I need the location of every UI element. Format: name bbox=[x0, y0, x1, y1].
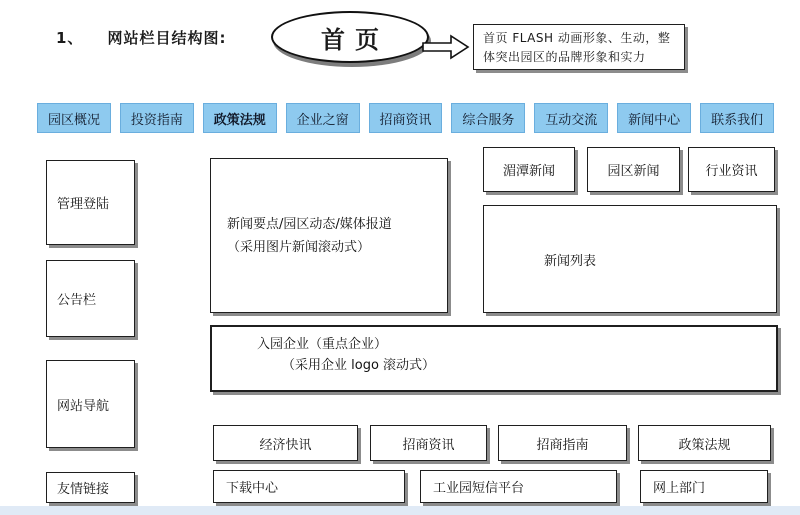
box-download-center bbox=[213, 470, 405, 503]
nav-item-news-center: 新闻中心 bbox=[617, 103, 691, 133]
footer-strip bbox=[0, 506, 800, 515]
box-enterprises bbox=[210, 325, 778, 392]
box-merchants-info-label: 招商资讯 bbox=[402, 437, 455, 453]
home-label: 首页 bbox=[321, 25, 389, 54]
box-merchants-guide-label: 招商指南 bbox=[536, 437, 589, 453]
box-site-nav bbox=[46, 360, 135, 448]
tab-industry-info bbox=[688, 147, 775, 192]
box-policy-law bbox=[638, 425, 771, 461]
right-arrow-icon bbox=[422, 34, 470, 60]
box-online-depts bbox=[640, 470, 768, 503]
box-online-depts-label: 网上部门 bbox=[653, 481, 706, 496]
nav-item-interaction: 互动交流 bbox=[534, 103, 608, 133]
diagram-heading bbox=[56, 27, 226, 48]
flash-note-box bbox=[473, 24, 685, 70]
nav-item-policy: 政策法规 bbox=[203, 103, 277, 133]
nav-item-invest-guide: 投资指南 bbox=[120, 103, 194, 133]
box-site-nav-label: 网站导航 bbox=[57, 398, 110, 414]
box-download-center-label: 下载中心 bbox=[226, 481, 279, 496]
flash-note-line1: 首页 FLASH 动画形象、生动，整 bbox=[483, 31, 671, 45]
box-economic-news bbox=[213, 425, 358, 461]
nav-item-park-overview: 园区概况 bbox=[37, 103, 111, 133]
heading-title: 网站栏目结构图: bbox=[107, 29, 227, 47]
box-merchants-guide bbox=[498, 425, 627, 461]
box-news-highlights bbox=[210, 158, 448, 313]
tab-meitan-news bbox=[483, 147, 575, 192]
heading-number: 1、 bbox=[56, 29, 84, 47]
tab-park-news bbox=[587, 147, 680, 192]
box-admin-login-label: 管理登陆 bbox=[57, 197, 110, 212]
enterprises-line1: 入园企业（重点企业） bbox=[257, 337, 388, 352]
box-friend-links bbox=[46, 472, 135, 503]
nav-item-services: 综合服务 bbox=[451, 103, 525, 133]
news-highlights-line2: （采用图片新闻滚动式） bbox=[227, 239, 371, 255]
box-economic-news-label: 经济快讯 bbox=[259, 437, 312, 453]
news-highlights-line1: 新闻要点/园区动态/媒体报道 bbox=[227, 216, 392, 232]
tab-park-news-label: 园区新闻 bbox=[607, 164, 660, 179]
tab-industry-info-label: 行业资讯 bbox=[705, 164, 758, 179]
nav-item-merchants-info: 招商资讯 bbox=[369, 103, 443, 133]
nav-item-contact: 联系我们 bbox=[700, 103, 774, 133]
tab-meitan-news-label: 湄潭新闻 bbox=[502, 164, 555, 179]
home-ellipse bbox=[271, 11, 429, 63]
nav-row bbox=[37, 103, 774, 133]
box-sms-platform bbox=[420, 470, 617, 503]
news-list-label: 新闻列表 bbox=[544, 253, 597, 269]
box-notice-board bbox=[46, 260, 135, 337]
box-friend-links-label: 友情链接 bbox=[57, 482, 110, 497]
box-admin-login bbox=[46, 160, 135, 245]
enterprises-line2: （采用企业 logo 滚动式） bbox=[282, 358, 436, 373]
box-merchants-info bbox=[370, 425, 487, 461]
box-policy-law-label: 政策法规 bbox=[678, 437, 731, 453]
nav-item-enterprise: 企业之窗 bbox=[286, 103, 360, 133]
box-news-list bbox=[483, 205, 777, 313]
flash-note-line2: 体突出园区的品牌形象和实力 bbox=[483, 50, 646, 64]
box-notice-board-label: 公告栏 bbox=[57, 293, 97, 308]
box-sms-platform-label: 工业园短信平台 bbox=[433, 481, 525, 496]
